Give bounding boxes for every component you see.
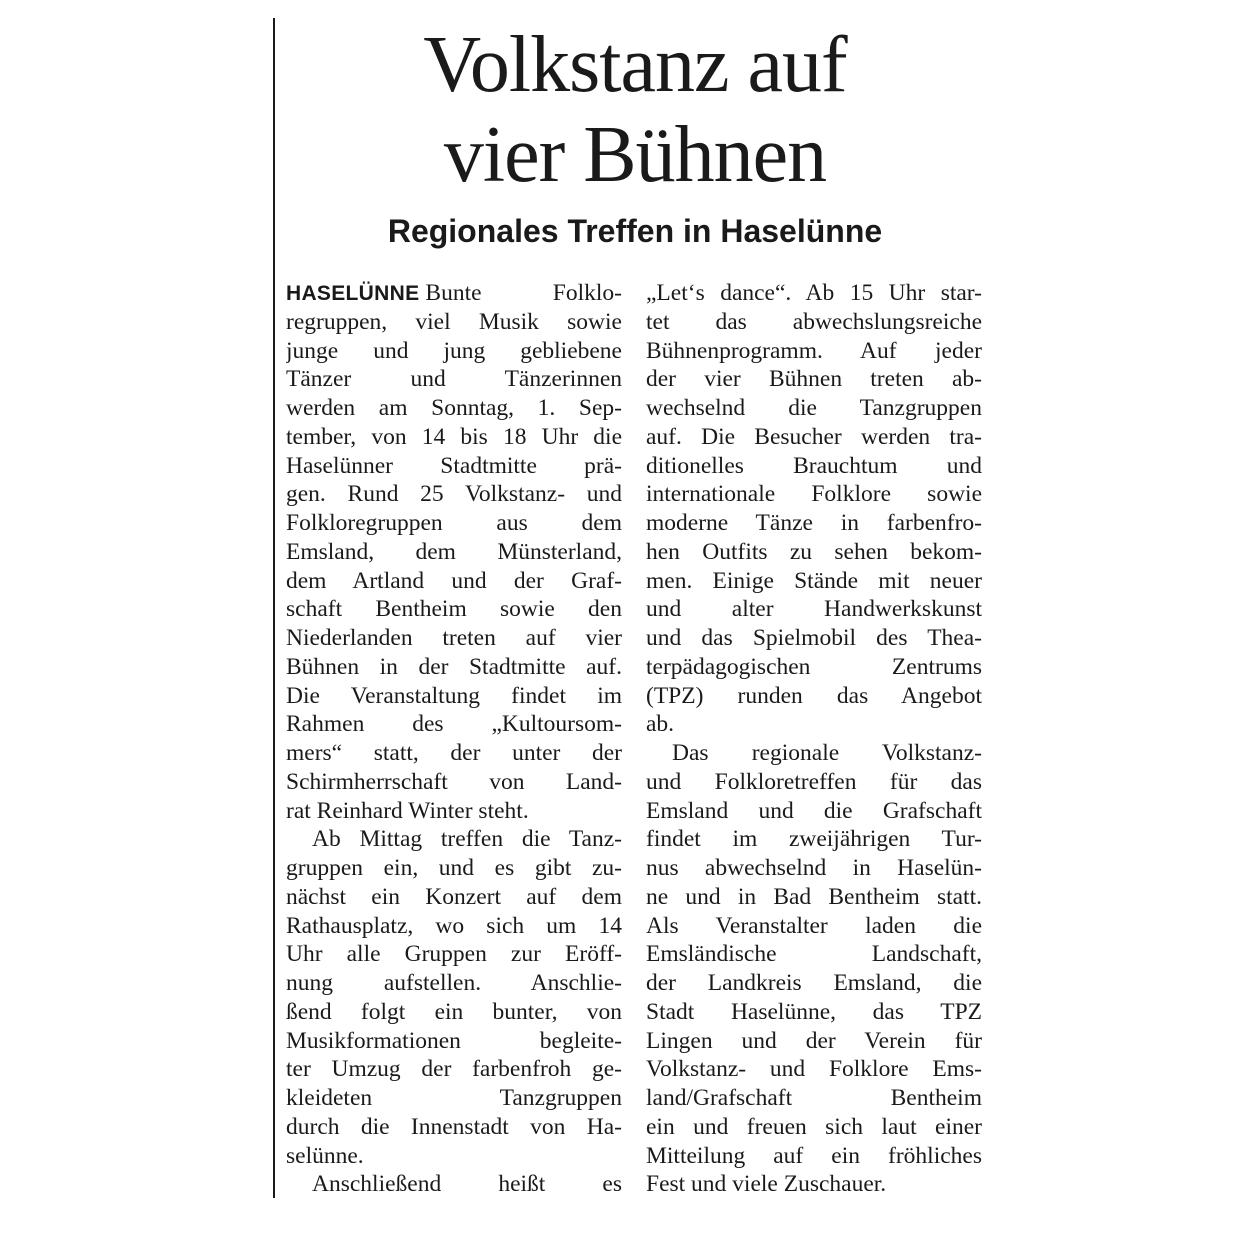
text-line-content: Bühnenprogramm. Auf jeder bbox=[646, 337, 982, 364]
text-line-content: Als Veranstalter laden die bbox=[646, 912, 982, 939]
text-line bbox=[646, 567, 982, 596]
dateline: HASELÜNNE bbox=[286, 282, 420, 305]
text-line-content: rat Reinhard Winter steht. bbox=[286, 797, 529, 824]
text-line bbox=[646, 1084, 982, 1113]
text-line-content: (TPZ) runden das Angebot bbox=[646, 682, 982, 709]
text-line bbox=[646, 595, 982, 624]
text-line-content: internationale Folklore sowie bbox=[646, 481, 982, 508]
text-line bbox=[286, 912, 622, 941]
text-line-content: gruppen ein, und es gibt zu- bbox=[286, 855, 622, 881]
text-line-content: der Landkreis Emsland, die bbox=[646, 970, 982, 996]
text-line bbox=[286, 595, 622, 624]
text-line-content: kleideten Tanzgruppen bbox=[286, 1085, 622, 1111]
text-line bbox=[646, 710, 982, 739]
text-line-content: Mitteilung auf ein fröhliches bbox=[646, 1142, 982, 1169]
text-line-content: Die Veranstaltung findet im bbox=[286, 682, 622, 709]
text-line-content: gen. Rund 25 Volkstanz- und bbox=[286, 481, 622, 508]
text-line-content: men. Einige Stände mit neuer bbox=[646, 567, 982, 594]
text-line bbox=[646, 452, 982, 481]
text-line bbox=[646, 394, 982, 423]
text-line-content: Rathausplatz, wo sich um 14 bbox=[286, 912, 622, 939]
text-line-content: und Folkloretreffen für das bbox=[646, 768, 982, 795]
text-line-content: Anschließend heißt es bbox=[312, 1171, 622, 1198]
text-line-content: ne und in Bad Bentheim statt. bbox=[646, 883, 982, 910]
text-line bbox=[286, 682, 622, 711]
headline-line-2: vier Bühnen bbox=[443, 111, 827, 199]
text-line bbox=[646, 912, 982, 941]
text-line-content: Emsland und die Grafschaft bbox=[646, 797, 982, 824]
text-line bbox=[646, 480, 982, 509]
text-line-content: tet das abwechslungsreiche bbox=[646, 308, 982, 335]
text-line-content: land/Grafschaft Bentheim bbox=[646, 1085, 982, 1111]
text-line-content: Lingen und der Verein für bbox=[646, 1027, 982, 1054]
text-line bbox=[646, 682, 982, 711]
text-line-content: nung aufstellen. Anschlie- bbox=[286, 970, 622, 996]
text-line bbox=[286, 1084, 622, 1113]
headline-line-1: Volkstanz auf bbox=[423, 21, 847, 109]
text-line-content: selünne. bbox=[286, 1142, 364, 1169]
text-line-content: Emsland, dem Münsterland, bbox=[286, 538, 622, 565]
text-line-content: moderne Tänze in farbenfro- bbox=[646, 510, 982, 536]
text-line bbox=[286, 337, 622, 366]
column-rule bbox=[273, 18, 275, 1198]
text-line-content: Bühnen in der Stadtmitte auf. bbox=[286, 653, 622, 680]
text-line-content: Haselünner Stadtmitte prä- bbox=[286, 452, 622, 479]
text-line bbox=[646, 509, 982, 538]
text-line bbox=[646, 365, 982, 394]
text-line-content: ab. bbox=[646, 711, 675, 738]
text-line-content: junge und jung gebliebene bbox=[286, 337, 622, 364]
text-line bbox=[646, 739, 982, 768]
text-line bbox=[646, 337, 982, 366]
text-line-content: Musikformationen begleite- bbox=[286, 1027, 622, 1054]
text-line-content: hen Outfits zu sehen bekom- bbox=[646, 538, 982, 565]
subheadline: Regionales Treffen in Haselünne bbox=[387, 213, 883, 249]
text-line bbox=[286, 308, 622, 337]
text-line bbox=[646, 768, 982, 797]
text-line bbox=[646, 653, 982, 682]
text-line-content: schaft Bentheim sowie den bbox=[286, 596, 622, 623]
text-line-content: werden am Sonntag, 1. Sep- bbox=[286, 395, 622, 421]
text-line-content: Niederlanden treten auf vier bbox=[286, 625, 622, 651]
text-line bbox=[286, 739, 622, 768]
text-line bbox=[286, 825, 622, 854]
text-line bbox=[286, 624, 622, 653]
text-line-content: findet im zweijährigen Tur- bbox=[646, 826, 982, 853]
text-line-content: ein und freuen sich laut einer bbox=[646, 1113, 982, 1140]
text-line-content: Bunte Folklo- bbox=[425, 280, 622, 306]
text-line-content: Das regionale Volkstanz- bbox=[672, 740, 982, 766]
text-line-content: „Let‘s dance“. Ab 15 Uhr star- bbox=[646, 280, 982, 306]
text-line-content: nus abwechselnd in Haselün- bbox=[646, 855, 982, 881]
text-line-content: Stadt Haselünne, das TPZ bbox=[646, 998, 982, 1025]
text-line-content: terpädagogischen Zentrums bbox=[646, 653, 982, 680]
text-line bbox=[646, 854, 982, 883]
text-line-content: der vier Bühnen treten ab- bbox=[646, 366, 982, 393]
text-line-content: Tänzer und Tänzerinnen bbox=[286, 366, 622, 393]
text-line bbox=[286, 452, 622, 481]
text-line bbox=[286, 797, 622, 826]
text-line bbox=[646, 969, 982, 998]
text-line bbox=[286, 1027, 622, 1056]
text-line bbox=[286, 1055, 622, 1084]
text-line bbox=[646, 1055, 982, 1084]
text-line-content: durch die Innenstadt von Ha- bbox=[286, 1113, 622, 1140]
text-line-content: und alter Handwerkskunst bbox=[646, 596, 982, 623]
text-line bbox=[286, 710, 622, 739]
text-line-content: Fest und viele Zuschauer. bbox=[646, 1171, 887, 1198]
text-line bbox=[286, 394, 622, 423]
text-line bbox=[646, 1027, 982, 1056]
text-line-content: ßend folgt ein bunter, von bbox=[286, 998, 622, 1025]
text-line-content: nächst ein Konzert auf dem bbox=[286, 883, 622, 910]
text-line bbox=[286, 1113, 622, 1142]
text-line bbox=[646, 940, 982, 969]
text-line bbox=[286, 567, 622, 596]
text-line-content: Ab Mittag treffen die Tanz- bbox=[312, 826, 622, 853]
text-line bbox=[646, 308, 982, 337]
text-line-content: wechselnd die Tanzgruppen bbox=[646, 395, 982, 421]
text-line-content: ter Umzug der farbenfroh ge- bbox=[286, 1056, 622, 1083]
text-line bbox=[646, 624, 982, 653]
body-column-1 bbox=[286, 279, 622, 1199]
text-line bbox=[286, 998, 622, 1027]
text-line bbox=[286, 509, 622, 538]
text-line bbox=[286, 365, 622, 394]
text-line-content: Rahmen des „Kultoursom- bbox=[286, 711, 622, 738]
text-line bbox=[286, 883, 622, 912]
text-line-content: tember, von 14 bis 18 Uhr die bbox=[286, 423, 622, 450]
text-line-content: und das Spielmobil des Thea- bbox=[646, 625, 982, 651]
text-line bbox=[286, 969, 622, 998]
text-line bbox=[286, 538, 622, 567]
text-line bbox=[286, 854, 622, 883]
text-line bbox=[646, 423, 982, 452]
text-line bbox=[286, 480, 622, 509]
text-line bbox=[286, 768, 622, 797]
text-line bbox=[646, 883, 982, 912]
text-line bbox=[646, 1170, 982, 1199]
text-line-content: mers“ statt, der unter der bbox=[286, 740, 622, 766]
text-line bbox=[286, 940, 622, 969]
text-line-content: Emsländische Landschaft, bbox=[646, 941, 982, 968]
text-line bbox=[646, 538, 982, 567]
text-line bbox=[286, 279, 622, 308]
text-line-content: Folkloregruppen aus dem bbox=[286, 510, 622, 536]
text-line bbox=[646, 1113, 982, 1142]
text-line bbox=[646, 797, 982, 826]
body-column-2 bbox=[646, 279, 982, 1199]
text-line bbox=[286, 1142, 622, 1171]
text-line bbox=[286, 1170, 622, 1199]
text-line bbox=[646, 998, 982, 1027]
text-line-content: regruppen, viel Musik sowie bbox=[286, 308, 622, 335]
text-line bbox=[646, 279, 982, 308]
text-line-content: auf. Die Besucher werden tra- bbox=[646, 423, 982, 450]
headline bbox=[280, 20, 990, 200]
text-line bbox=[286, 423, 622, 452]
text-line bbox=[646, 825, 982, 854]
text-line-content: dem Artland und der Graf- bbox=[286, 567, 622, 594]
text-line bbox=[286, 653, 622, 682]
text-line bbox=[646, 1142, 982, 1171]
text-line-content: Schirmherrschaft von Land- bbox=[286, 768, 622, 795]
text-line-content: Volkstanz- und Folklore Ems- bbox=[646, 1056, 982, 1083]
text-line-content: Uhr alle Gruppen zur Eröff- bbox=[286, 941, 622, 968]
text-line-content: ditionelles Brauchtum und bbox=[646, 452, 982, 479]
